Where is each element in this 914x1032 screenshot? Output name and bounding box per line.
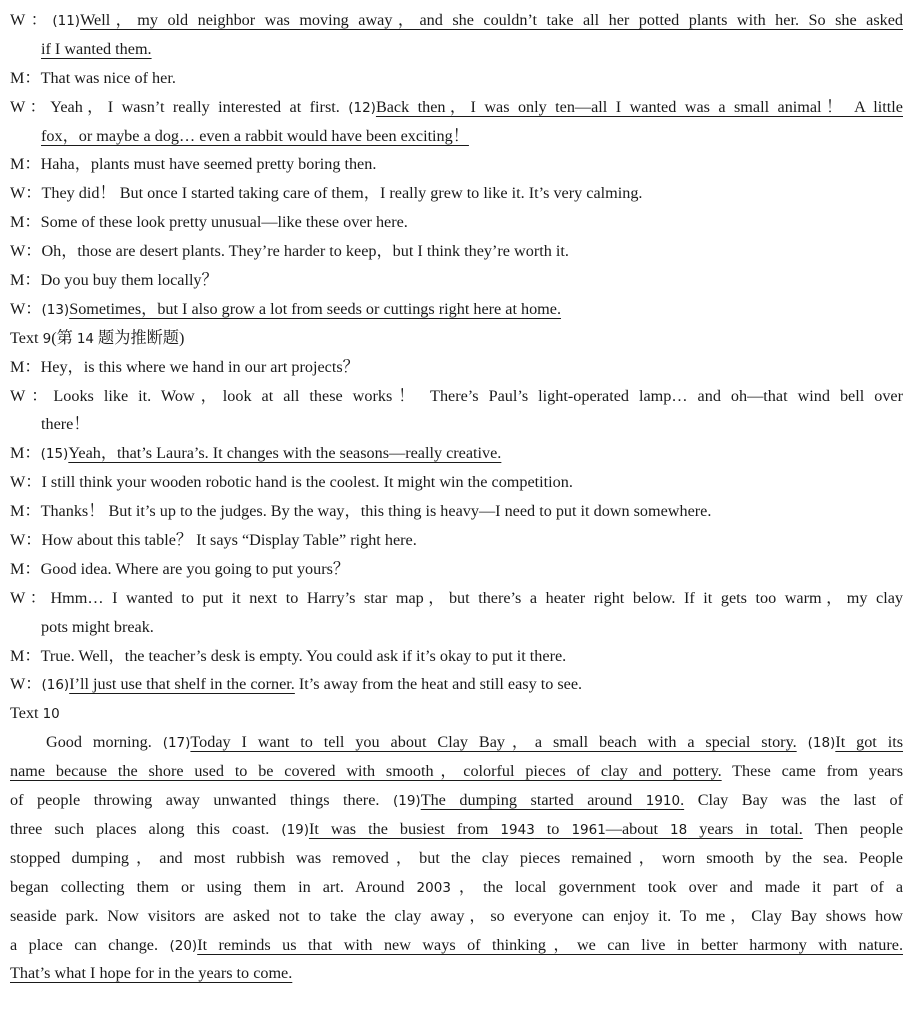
- underlined-answer-text: I’ll just use that shelf in the corner.: [69, 675, 295, 694]
- line-text: there！: [41, 415, 90, 434]
- transcript-line: [10, 699, 903, 728]
- line-text: W：They did！ But once I started taking care of them，I really grew to like it. It’s very calming.: [10, 184, 643, 203]
- transcript-line: [10, 902, 903, 931]
- underlined-answer-text: Today I want to tell you about Clay Bay，a small beach with a special story.: [190, 733, 797, 752]
- transcript-line: [10, 642, 903, 671]
- line-text: M：True. Well，the teacher’s desk is empty. You could ask if it’s okay to put it there.: [10, 646, 567, 665]
- line-text: Clay Bay was the last of: [684, 791, 903, 810]
- paragraph-first-line: [10, 728, 903, 757]
- transcript-line: [10, 382, 903, 411]
- transcript-line: [10, 555, 903, 584]
- transcript-line: [10, 208, 903, 237]
- line-text: W：Yeah，I wasn’t really interested at first.: [10, 97, 349, 116]
- number-text: (16): [41, 677, 70, 694]
- number-text: (19): [392, 793, 421, 810]
- underlined-answer-text: —about: [605, 819, 670, 838]
- number-text: (11): [52, 13, 81, 29]
- line-text: [797, 733, 808, 751]
- transcript-line: [10, 670, 903, 699]
- number-text: 2003: [416, 879, 451, 896]
- line-text: M：Some of these look pretty unusual—like these over here.: [10, 213, 408, 232]
- line-text: W：: [10, 675, 42, 694]
- underlined-answer-text: if I wanted them.: [41, 39, 152, 58]
- transcript-line: [10, 757, 903, 786]
- transcript-line: [10, 959, 903, 988]
- line-text: stopped dumping，and most rubbish was removed，but the clay pieces remained，worn smooth by the sea. People: [10, 848, 903, 867]
- transcript-line: [10, 786, 903, 815]
- number-text: 9: [42, 330, 52, 347]
- transcript-line: [10, 497, 903, 526]
- transcript-line-continued: [10, 613, 903, 642]
- number-text: 1943: [500, 821, 535, 838]
- line-text: These came from years: [721, 762, 903, 781]
- transcript-line: [10, 64, 903, 93]
- number-text: 18: [669, 821, 688, 838]
- underlined-answer-text: years in total.: [687, 819, 803, 838]
- transcript-line: [10, 93, 903, 122]
- underlined-answer-text: fox，or maybe a dog… even a rabbit would have been exciting！: [41, 126, 469, 145]
- transcript-line-continued: [10, 410, 903, 439]
- transcript-line-continued: [10, 122, 903, 151]
- line-text: three such places along this coast.: [10, 819, 282, 838]
- underlined-answer-text: .: [680, 791, 685, 810]
- number-text: (12): [348, 99, 376, 116]
- transcript-line: [10, 179, 903, 208]
- line-text: seaside park. Now visitors are asked not to take the clay away，so everyone can enjoy it. To me，Clay Bay shows how: [10, 906, 903, 925]
- transcript-line: [10, 266, 903, 295]
- line-text: pots might break.: [41, 617, 154, 636]
- line-text: of people throwing away unwanted things there.: [10, 791, 393, 810]
- number-text: (19): [281, 821, 310, 838]
- line-text: M：: [10, 444, 41, 463]
- line-text: W：Hmm… I wanted to put it next to Harry’s star map，but there’s a heater right below. If it gets too warm，my clay: [10, 588, 903, 607]
- line-text: M：Haha，plants must have seemed pretty boring then.: [10, 155, 377, 174]
- line-text: W：Oh，those are desert plants. They’re harder to keep，but I think they’re worth it.: [10, 242, 569, 261]
- line-text: W：: [10, 11, 53, 29]
- number-text: 10: [42, 706, 60, 723]
- line-text: (第: [51, 328, 77, 347]
- underlined-answer-text: The dumping started around: [420, 791, 646, 810]
- line-text: Text: [10, 704, 43, 723]
- number-text: (18): [807, 735, 836, 752]
- number-text: (15): [40, 446, 69, 463]
- transcript-line: [10, 815, 903, 844]
- transcript-line: [10, 295, 903, 324]
- transcript-line: [10, 353, 903, 382]
- line-text: Good morning.: [46, 733, 163, 752]
- line-text: 题为推断题): [94, 328, 185, 347]
- line-text: W：: [10, 299, 42, 318]
- transcript-line: [10, 150, 903, 179]
- line-text: M：Hey，is this where we hand in our art projects？: [10, 357, 359, 376]
- underlined-answer-text: Well，my old neighbor was moving away，and she couldn’t take all her potted plants with her. So she asked: [80, 11, 903, 29]
- transcript-line: [10, 931, 903, 960]
- line-text: ，the local government took over and made it part of a: [450, 877, 904, 896]
- transcript-line: [10, 237, 903, 266]
- underlined-answer-text: That’s what I hope for in the years to come.: [10, 964, 293, 983]
- transcript-line: [10, 324, 903, 353]
- number-text: 1910: [645, 793, 681, 810]
- underlined-answer-text: to: [534, 819, 572, 838]
- underlined-answer-text: name because the shore used to be covered with smooth，colorful pieces of clay and pottery.: [10, 762, 722, 781]
- number-text: (13): [41, 301, 70, 318]
- line-text: M：Good idea. Where are you going to put yours？: [10, 559, 350, 578]
- number-text: 1961: [571, 821, 606, 838]
- transcript-line: [10, 526, 903, 555]
- line-text: W：I still think your wooden robotic hand is the coolest. It might win the competition.: [10, 473, 573, 492]
- transcript-line: [10, 6, 903, 35]
- transcript-line: [10, 844, 903, 873]
- underlined-answer-text: Sometimes，but I also grow a lot from seeds or cuttings right here at home.: [69, 299, 562, 318]
- line-text: Then people: [802, 819, 903, 838]
- underlined-answer-text: Back then，I was only ten—all I wanted was a small animal！ A little: [375, 97, 903, 116]
- line-text: W：Looks like it. Wow，look at all these works！ There’s Paul’s light-operated lamp… and oh—that wind bell over: [10, 386, 903, 405]
- line-text: M：Do you buy them locally？: [10, 271, 218, 290]
- underlined-answer-text: Yeah，that’s Laura’s. It changes with the seasons—really creative.: [68, 444, 502, 463]
- number-text: (20): [169, 937, 198, 954]
- transcript-line-continued: [10, 35, 903, 64]
- transcript-line: [10, 873, 903, 902]
- number-text: (17): [162, 735, 191, 752]
- underlined-answer-text: It reminds us that with new ways of thinking，we can live in better harmony with nature.: [197, 935, 903, 954]
- transcript-line: [10, 584, 903, 613]
- underlined-answer-text: It got its: [835, 733, 904, 752]
- line-text: a place can change.: [10, 935, 170, 954]
- line-text: M：Thanks！ But it’s up to the judges. By the way，this thing is heavy—I need to put it down somewhere.: [10, 502, 712, 521]
- line-text: It’s away from the heat and still easy to see.: [294, 675, 583, 694]
- transcript-line: [10, 468, 903, 497]
- line-text: began collecting them or using them in art. Around: [10, 877, 417, 896]
- line-text: W：How about this table？ It says “Display Table” right here.: [10, 531, 417, 550]
- underlined-answer-text: It was the busiest from: [309, 819, 501, 838]
- line-text: Text: [10, 328, 43, 347]
- transcript-line: [10, 439, 903, 468]
- number-text: 14: [76, 330, 94, 347]
- transcript-document: [10, 6, 903, 988]
- line-text: M：That was nice of her.: [10, 68, 176, 87]
